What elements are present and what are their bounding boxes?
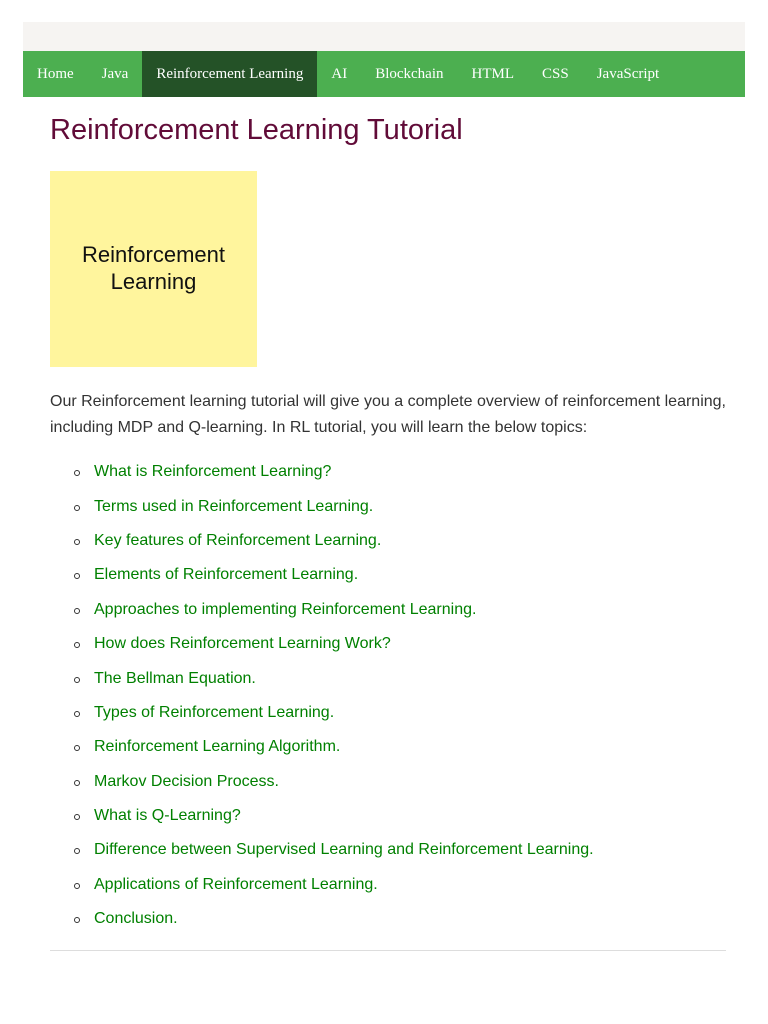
- bullet-circle-icon: [74, 917, 80, 923]
- bullet-circle-icon: [74, 642, 80, 648]
- nav-item-reinforcement-learning[interactable]: Reinforcement Learning: [142, 51, 317, 97]
- nav-item-css[interactable]: CSS: [542, 65, 569, 82]
- bullet-circle-icon: [74, 608, 80, 614]
- topic-link[interactable]: Key features of Reinforcement Learning.: [94, 531, 382, 549]
- list-item: [50, 558, 726, 592]
- topic-link[interactable]: Approaches to implementing Reinforcement Learning.: [94, 600, 477, 618]
- bullet-circle-icon: [74, 573, 80, 579]
- list-item: [50, 627, 726, 661]
- section-divider: [50, 950, 726, 951]
- topic-link[interactable]: Conclusion.: [94, 910, 178, 928]
- bullet-circle-icon: [74, 780, 80, 786]
- topic-link[interactable]: Markov Decision Process.: [94, 772, 279, 790]
- main-navbar: [23, 51, 745, 97]
- bullet-circle-icon: [74, 745, 80, 751]
- list-item: [50, 455, 726, 489]
- topics-list: [50, 455, 726, 936]
- page-title: Reinforcement Learning Tutorial: [50, 114, 463, 146]
- topic-link[interactable]: Elements of Reinforcement Learning.: [94, 566, 359, 584]
- bullet-circle-icon: [74, 814, 80, 820]
- list-item: [50, 765, 726, 799]
- topic-link[interactable]: What is Q-Learning?: [94, 807, 241, 825]
- nav-item-javascript[interactable]: JavaScript: [596, 65, 660, 82]
- tutorial-banner-image: [50, 171, 257, 367]
- list-item: [50, 489, 726, 523]
- bullet-circle-icon: [74, 848, 80, 854]
- topic-link[interactable]: Types of Reinforcement Learning.: [94, 703, 335, 721]
- nav-item-html[interactable]: HTML: [471, 65, 515, 82]
- bullet-circle-icon: [74, 470, 80, 476]
- top-strip: [23, 22, 745, 52]
- nav-item-ai[interactable]: AI: [331, 65, 348, 82]
- bullet-circle-icon: [74, 883, 80, 889]
- topic-link[interactable]: How does Reinforcement Learning Work?: [94, 635, 391, 653]
- banner-text: Reinforcement Learning: [81, 242, 226, 294]
- list-item: [50, 799, 726, 833]
- bullet-circle-icon: [74, 711, 80, 717]
- topic-link[interactable]: Reinforcement Learning Algorithm.: [94, 738, 341, 756]
- bullet-circle-icon: [74, 677, 80, 683]
- topic-link[interactable]: The Bellman Equation.: [94, 669, 256, 687]
- list-item: [50, 833, 726, 867]
- list-item: [50, 661, 726, 695]
- bullet-circle-icon: [74, 539, 80, 545]
- topic-link[interactable]: Applications of Reinforcement Learning.: [94, 875, 378, 893]
- intro-paragraph: Our Reinforcement learning tutorial will give you a complete overview of reinforcement learning, including MDP and Q-learning. In RL tutorial, you will learn the below topics:: [50, 393, 726, 436]
- nav-item-home[interactable]: Home: [37, 65, 74, 82]
- list-item: [50, 868, 726, 902]
- list-item: [50, 730, 726, 764]
- topic-link[interactable]: Terms used in Reinforcement Learning.: [94, 497, 374, 515]
- list-item: [50, 524, 726, 558]
- nav-item-java[interactable]: Java: [101, 65, 129, 82]
- bullet-circle-icon: [74, 505, 80, 511]
- nav-item-blockchain[interactable]: Blockchain: [375, 65, 444, 82]
- topic-link[interactable]: What is Reinforcement Learning?: [94, 463, 332, 481]
- list-item: [50, 902, 726, 936]
- list-item: [50, 696, 726, 730]
- list-item: [50, 593, 726, 627]
- topic-link[interactable]: Difference between Supervised Learning and Reinforcement Learning.: [94, 841, 594, 859]
